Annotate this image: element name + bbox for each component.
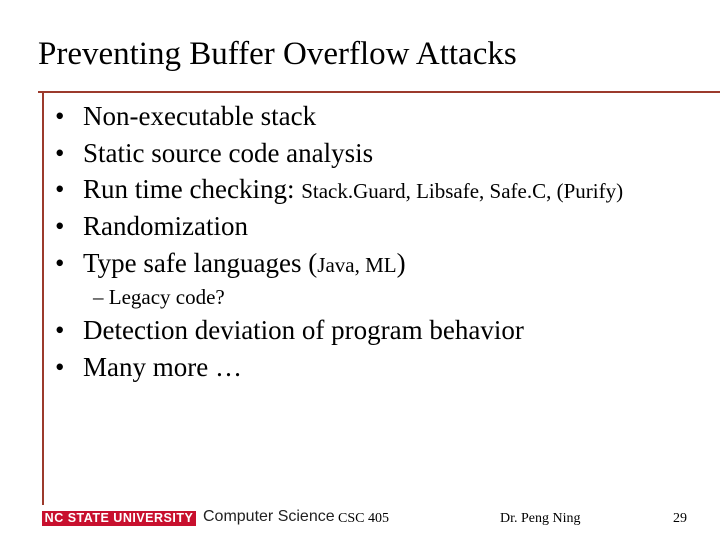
slide-title: Preventing Buffer Overflow Attacks — [38, 36, 517, 72]
bullet-dot-icon: • — [55, 174, 65, 204]
footer-course: CSC 405 — [338, 511, 389, 526]
bullet-dot-icon: • — [55, 211, 65, 241]
bullet-text-group — [83, 247, 406, 281]
bullet-text: Non-executable stack — [83, 101, 317, 131]
bullet-text: Detection deviation of program behavior — [83, 315, 524, 345]
bullet-text: Static source code analysis — [83, 138, 374, 168]
bullet-suffix: ) — [396, 248, 406, 278]
bullet-languages: Java, ML — [317, 253, 397, 277]
university-logo: NC STATE UNIVERSITY — [42, 511, 196, 526]
bullet-dot-icon: • — [55, 138, 65, 168]
footer-author: Dr. Peng Ning — [500, 511, 581, 526]
left-rule — [42, 93, 44, 505]
bullet-text: Many more … — [83, 352, 242, 382]
bullet-text-group — [83, 173, 623, 207]
footer-department: Computer Science — [203, 508, 335, 525]
bullet-tools: Stack.Guard, Libsafe, Safe.C, (Purify) — [301, 179, 624, 203]
bullet-dot-icon: • — [55, 101, 65, 131]
page-number: 29 — [673, 511, 687, 526]
bullet-dot-icon: • — [55, 315, 65, 345]
bullet-text: Run time checking: — [83, 174, 302, 204]
bullet-text: Type safe languages ( — [83, 248, 318, 278]
bullet-text: Randomization — [83, 211, 248, 241]
bullet-dot-icon: • — [55, 248, 65, 278]
bullet-dot-icon: • — [55, 352, 65, 382]
title-divider — [38, 91, 720, 93]
sub-bullet: – Legacy code? — [93, 285, 225, 309]
